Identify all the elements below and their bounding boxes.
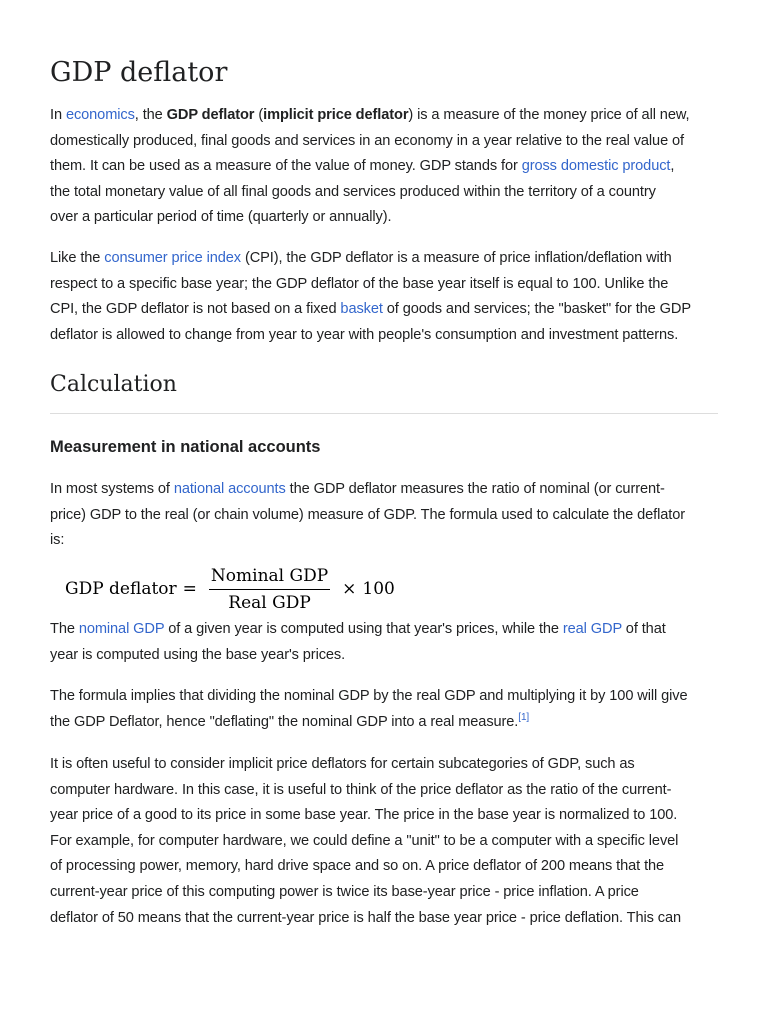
text-run: of goods and services; the "basket" for the GDP xyxy=(382,301,691,318)
text-line: The formula implies that dividing the nominal GDP by the real GDP and multiplying it by 100 will give xyxy=(50,688,688,704)
deflator-formula xyxy=(65,563,395,615)
cpi-paragraph xyxy=(50,246,718,348)
text-run: them. It can be used as a measure of the value of money. GDP stands for xyxy=(50,158,522,175)
formula-lhs: GDP deflator xyxy=(65,579,177,599)
link-real-gdp[interactable]: real GDP xyxy=(562,621,622,637)
text-line: domestically produced, final goods and services in an economy in a year relative to the real value of xyxy=(50,132,685,149)
link-national-accounts[interactable]: national accounts xyxy=(173,481,286,497)
text-line: over a particular period of time (quarterly or annually). xyxy=(50,209,392,226)
link-basket[interactable]: basket xyxy=(340,301,383,318)
link-consumer-price-index[interactable]: consumer price index xyxy=(104,250,241,266)
text-line xyxy=(50,297,718,323)
text-run: , the xyxy=(134,107,167,123)
text-line: It is often useful to consider implicit price deflators for certain subcategories of GDP, such as xyxy=(50,756,635,772)
page-title: GDP deflator xyxy=(50,57,228,88)
text-line xyxy=(50,617,718,643)
text-run: Like the xyxy=(50,250,105,266)
text-run: the GDP deflator measures the ratio of nominal (or current- xyxy=(285,481,665,497)
text-line: respect to a specific base year; the GDP deflator of the base year itself is equal to 100. Unlike the xyxy=(50,275,669,292)
formula-fraction xyxy=(209,565,330,614)
subcategory-paragraph xyxy=(50,752,718,931)
text-line xyxy=(50,154,718,180)
reference-link[interactable]: [1] xyxy=(518,711,530,723)
text-line: For example, for computer hardware, we could define a "unit" to be a computer with a specific level xyxy=(50,832,679,849)
intro-paragraph xyxy=(50,103,718,231)
text-line: price) GDP to the real (or chain volume) measure of GDP. The formula used to calculate the deflator xyxy=(50,506,685,523)
text-line: deflator is allowed to change from year to year with people's consumption and investment patterns. xyxy=(50,326,679,343)
bold-term-implicit-price-deflator: implicit price deflator xyxy=(263,107,409,123)
text-run: The xyxy=(50,621,79,637)
national-accounts-paragraph xyxy=(50,477,718,554)
text-run: ) is a measure of the money price of all new, xyxy=(408,107,690,123)
subsection-heading: Measurement in national accounts xyxy=(50,438,321,456)
bold-term-gdp-deflator: GDP deflator xyxy=(166,107,255,123)
text-run: of that xyxy=(621,621,666,637)
section-heading-calculation: Calculation xyxy=(50,372,177,397)
text-line: is: xyxy=(50,532,65,549)
text-line: year price of a good to its price in some base year. The price in the base year is normalized to 100. xyxy=(50,807,678,824)
text-line: computer hardware. In this case, it is useful to think of the price deflator as the ratio of the current- xyxy=(50,781,672,798)
formula-equals: = xyxy=(182,579,197,599)
formula-factor: 100 xyxy=(362,579,395,599)
nominal-real-paragraph xyxy=(50,617,718,668)
text-run: In xyxy=(50,107,66,123)
link-nominal-gdp[interactable]: nominal GDP xyxy=(78,621,165,637)
text-line: deflator of 50 means that the current-year price is half the base year price - price deflation. This can xyxy=(50,909,681,926)
formula-implication-paragraph xyxy=(50,684,718,735)
section-divider xyxy=(50,413,718,414)
text-line: of processing power, memory, hard drive space and so on. A price deflator of 200 means that the xyxy=(50,858,665,875)
text-line xyxy=(50,103,718,129)
link-gross-domestic-product[interactable]: gross domestic product xyxy=(521,158,671,175)
text-line: current-year price of this computing power is twice its base-year price - price inflation. A price xyxy=(50,883,639,900)
formula-times: × xyxy=(342,579,357,599)
formula-numerator: Nominal GDP xyxy=(209,565,330,590)
link-economics[interactable]: economics xyxy=(65,107,135,123)
text-line: year is computed using the base year's prices. xyxy=(50,646,346,663)
text-line: the total monetary value of all final goods and services produced within the territory of a country xyxy=(50,183,656,200)
text-run: (CPI), the GDP deflator is a measure of price inflation/deflation with xyxy=(241,250,672,266)
text-line xyxy=(50,477,718,503)
text-run: of a given year is computed using that year's prices, while the xyxy=(164,621,563,637)
text-run: In most systems of xyxy=(50,481,174,497)
text-line xyxy=(50,710,718,736)
text-run: the GDP Deflator, hence "deflating" the nominal GDP into a real measure. xyxy=(50,713,519,730)
formula-denominator: Real GDP xyxy=(228,592,311,613)
text-run: ( xyxy=(254,107,264,123)
text-line xyxy=(50,246,718,272)
text-run: , xyxy=(670,158,675,175)
text-run: CPI, the GDP deflator is not based on a fixed xyxy=(50,301,341,318)
